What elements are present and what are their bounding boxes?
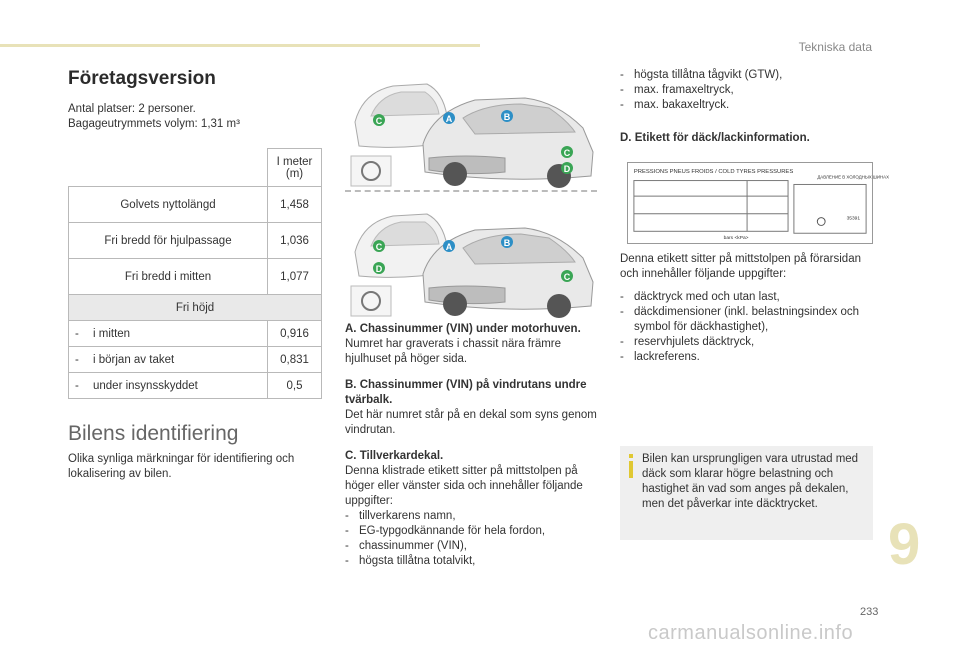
section-c-label: C. Tillverkardekal. [345,450,444,462]
figure-separator [345,190,597,192]
list-item: - max. bakaxeltryck. [620,98,878,113]
row-value: 0,5 [268,373,322,399]
tyre-label-code: 35391 [846,216,861,222]
section-a-label: A. Chassinummer (VIN) under motorhuven. [345,323,581,335]
label-c: C [563,148,571,158]
label-c: C [375,242,383,252]
list-item: - däckdimensioner (inkl. belastningsindex och symbol för däckhastighet), [620,305,878,335]
label-d: D [375,264,383,274]
row-value: 0,916 [268,321,322,347]
business-version-block [68,68,326,132]
info-note-text: Bilen kan ursprungligen vara utrustad med däck som klarar högre belastning och hastighet än vad som anges på dekalen, men det påverkar inte däcktrycket. [642,453,859,510]
row-desc: Fri bredd för hjulpassage [69,223,268,259]
header-accent-bar [0,44,480,47]
page-number: 233 [860,606,879,618]
row-desc: Golvets nyttolängd [69,187,268,223]
tyre-label-units: bars <kPa> [723,236,749,242]
list-item: - EG-typgodkännande för hela fordon, [345,524,603,539]
list-item: - högsta tillåtna tågvikt (GTW), [620,68,878,83]
label-details-continued [620,68,878,146]
unit-header: I meter (m) [268,149,322,187]
tyre-pressure-label-illustration [627,162,890,244]
section-d-block [620,252,878,365]
table-row [69,187,322,223]
section-a-text: Numret har graverats i chassit nära främre hjulhuset på höger sida. [345,338,562,365]
label-d: D [563,164,571,174]
row-value: 1,077 [268,259,322,295]
watermark: carmanualsonline.info [648,622,854,644]
tyre-label-title: PRESSIONS PNEUS FROIDS / COLD TYRES PRESSURES [633,168,794,175]
section-b-text: Det här numret står på en dekal som syns genom vindrutan. [345,409,597,436]
row-desc: under insynsskyddet [93,379,198,392]
list-item: - tillverkarens namn, [345,509,603,524]
table-row: - i mitten 0,916 [69,321,322,347]
label-b: B [503,112,511,122]
label-a: A [445,242,453,252]
identification-details [345,322,603,580]
list-item: - däcktryck med och utan last, [620,290,878,305]
label-b: B [503,238,511,248]
identification-title: Bilens identifiering [68,422,239,445]
luggage-volume-info: Bagageutrymmets volym: 1,31 m³ [68,118,240,130]
table-row: - under insynsskyddet 0,5 [69,373,322,399]
row-desc: i mitten [93,327,131,340]
list-item: - max. framaxeltryck, [620,83,878,98]
label-a: A [445,114,453,124]
row-desc: i början av taket [93,353,175,366]
table-row [69,223,322,259]
list-item: - högsta tillåtna totalvikt, [345,554,603,569]
info-icon [627,454,635,478]
section-d-text: Denna etikett sitter på mittstolpen på förarsidan och innehåller följande uppgifter: [620,253,861,280]
height-header: Fri höjd [69,295,322,321]
identification-desc: Olika synliga märkningar för identifiering och lokalisering av bilen. [68,453,295,480]
car-illustration-bottom [345,200,597,320]
list-item: - reservhjulets däcktryck, [620,335,878,350]
business-version-title: Företagsversion [68,68,216,89]
tyre-label-lang-text: ДАВЛЕНИЕ В ХОЛОДНЫХ ШИНАХ [817,174,890,180]
info-note [620,446,873,540]
section-c-text: Denna klistrade etikett sitter på mittstolpen på höger eller vänster sida och innehåller följande uppgifter: [345,465,583,507]
car-illustration-top [345,72,597,188]
list-item: - lackreferens. [620,350,878,365]
row-desc: Fri bredd i mitten [69,259,268,295]
table-row: - i början av taket 0,831 [69,347,322,373]
section-title: Tekniska data [798,40,872,54]
list-item: - chassinummer (VIN), [345,539,603,554]
label-c: C [375,116,383,126]
chapter-number: 9 [888,512,921,577]
cargo-dimensions-table [68,148,322,399]
seats-info: Antal platser: 2 personer. [68,103,196,115]
section-b-label: B. Chassinummer (VIN) på vindrutans undre tvärbalk. [345,379,587,406]
row-value: 1,036 [268,223,322,259]
table-row [69,259,322,295]
row-value: 1,458 [268,187,322,223]
row-value: 0,831 [268,347,322,373]
table-corner [69,149,268,187]
label-c: C [563,272,571,282]
section-d-label: D. Etikett för däck/lackinformation. [620,132,810,144]
